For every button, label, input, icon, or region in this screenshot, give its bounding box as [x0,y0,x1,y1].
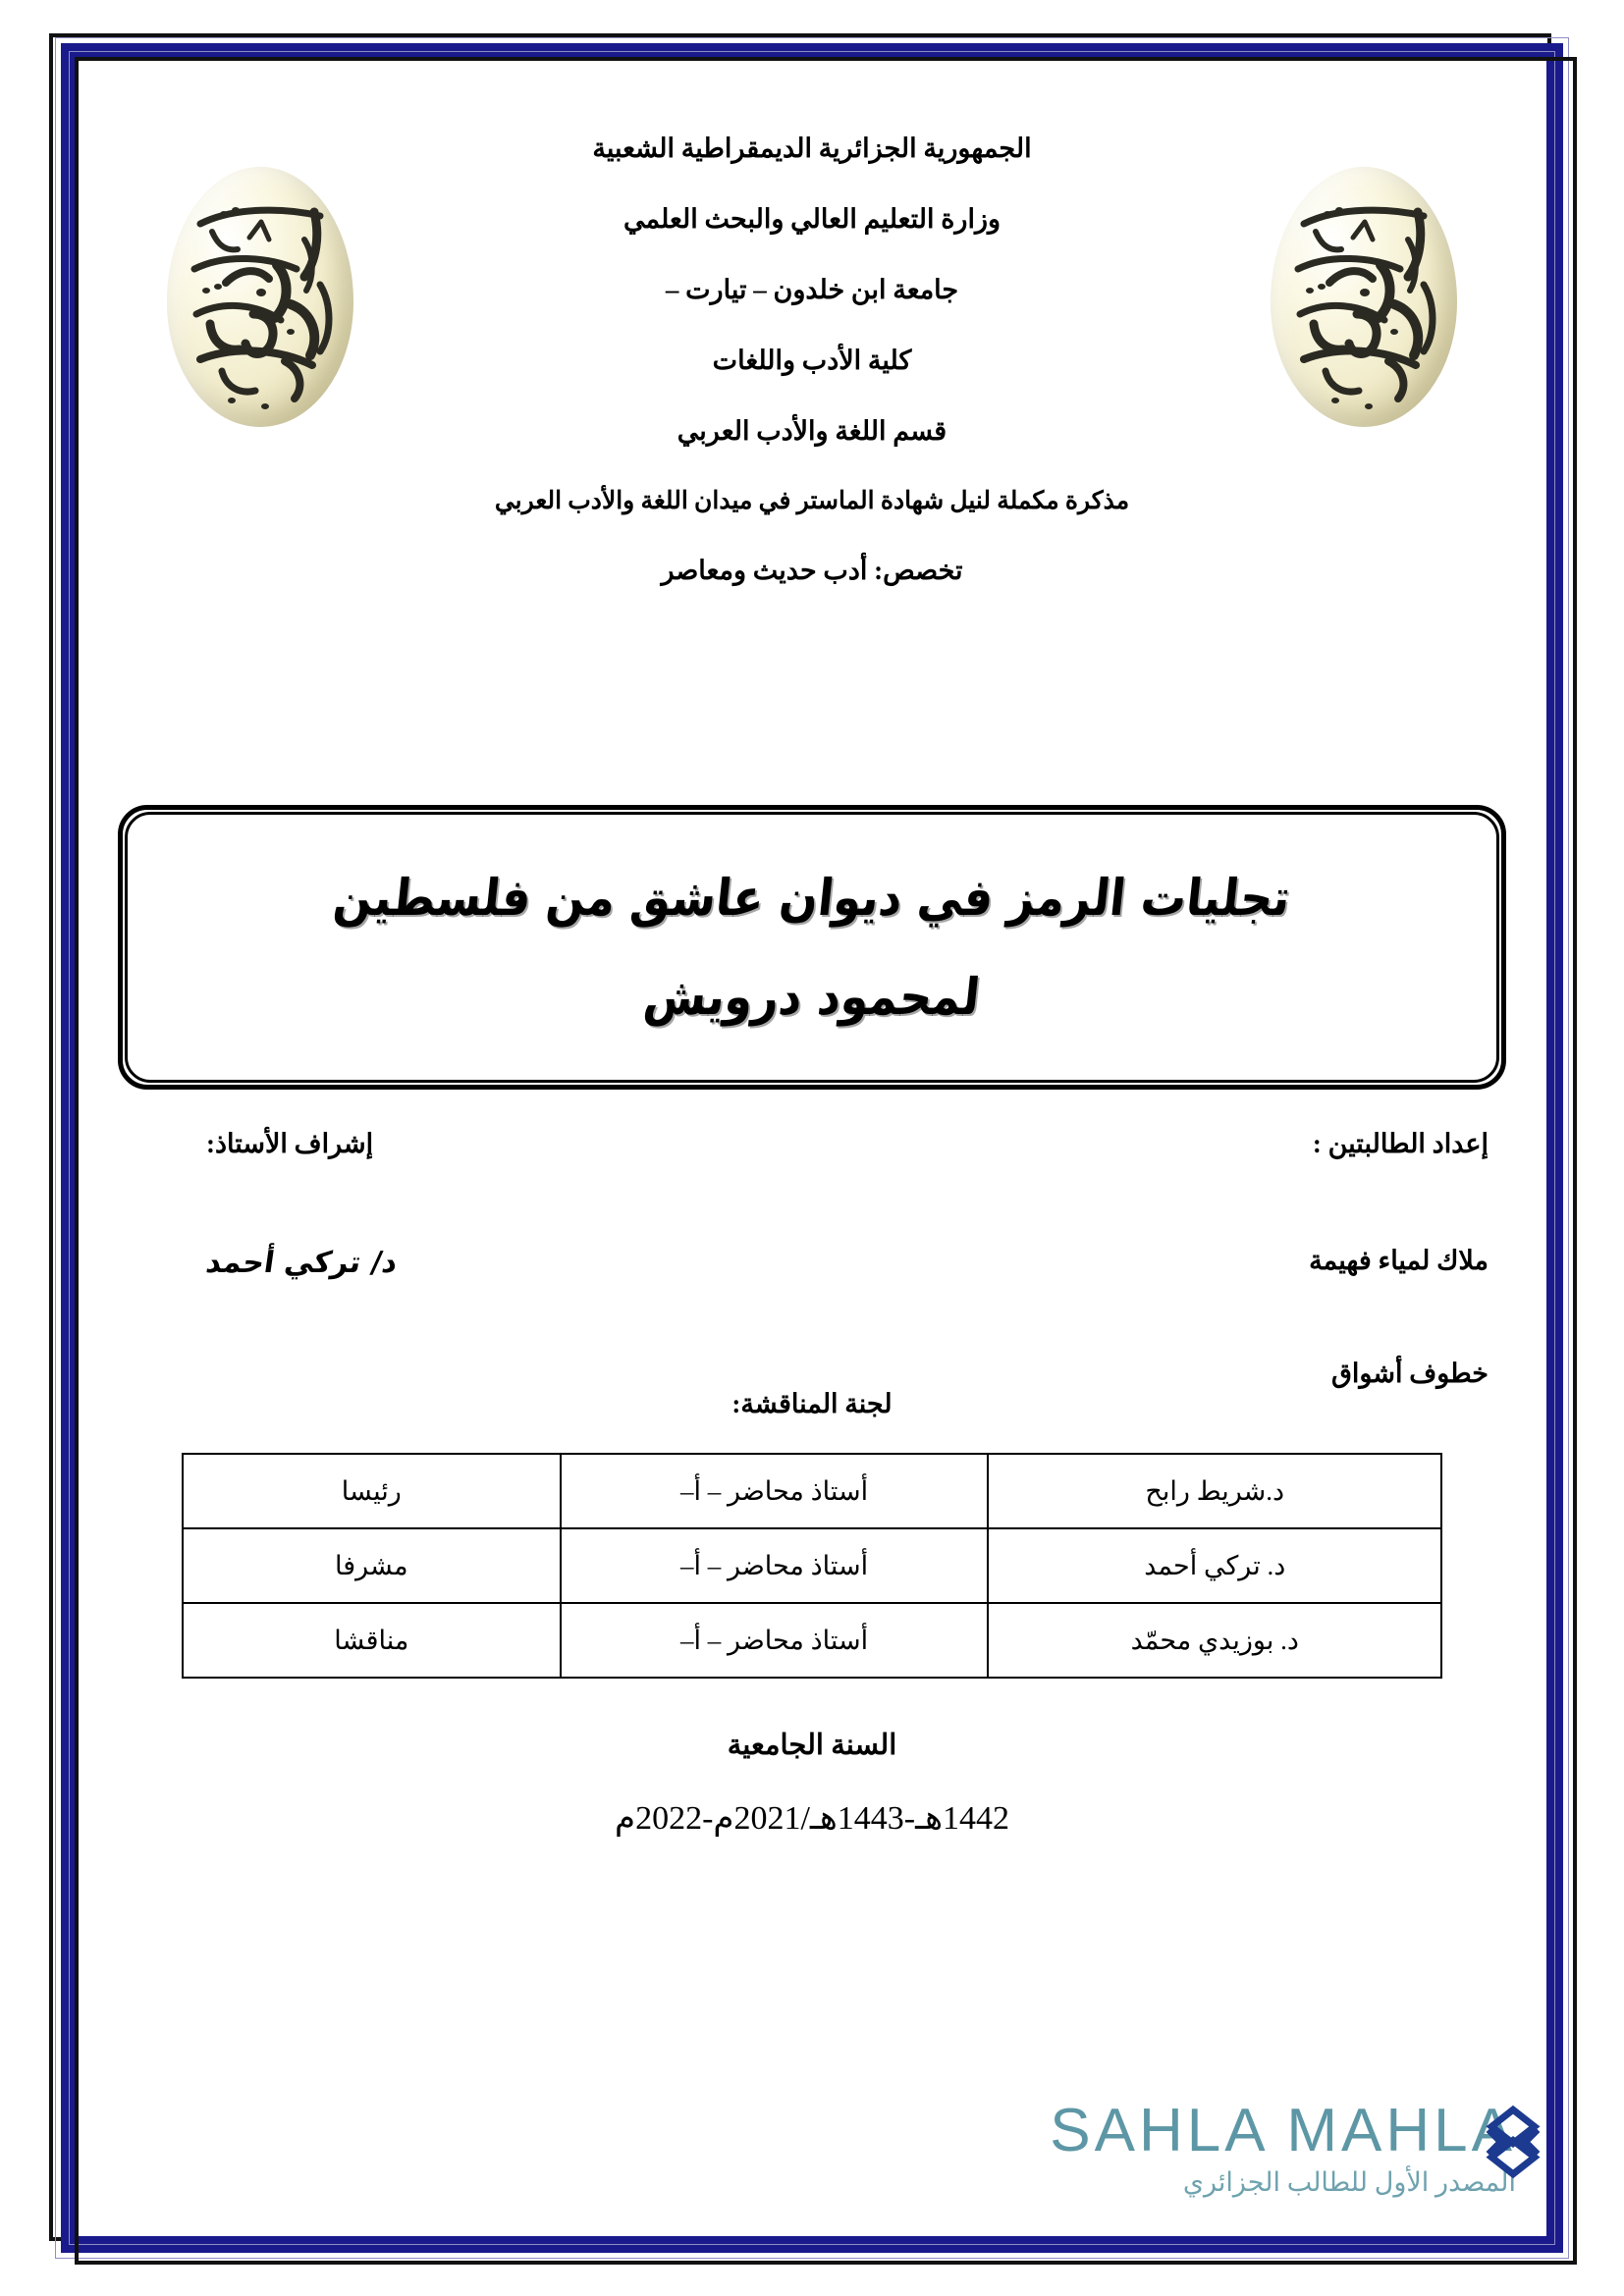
institution-header [368,135,1256,628]
table-row [183,1528,1441,1603]
people-section [118,1129,1506,1388]
supervisor-column [118,1129,831,1362]
jury-name-2: د. تركي أحمد [988,1528,1441,1603]
thesis-title-line-1: تجليات الرمز في ديوان عاشق من فلسطين [331,867,1294,927]
academic-year-value: 1442هـ-1443هـ/2021م-2022م [615,1800,1009,1837]
watermark-tagline-text: المصدر الأول للطالب الجزائري [1182,2167,1516,2197]
watermark-logo-icon [1475,2104,1551,2180]
supervisor-label: إشراف الأستاذ: [206,1129,374,1158]
jury-rank-1: أستاذ محاضر – أ– [561,1454,989,1528]
watermark-brand-text: SAHLA MAHLA [1050,2097,1516,2164]
calligraphy-icon [1271,167,1457,427]
title-box-inner-frame [125,812,1499,1083]
header-line-ministry: وزارة التعليم العالي والبحث العلمي [623,204,1001,234]
calligraphy-icon [167,167,353,427]
university-logo-right [1271,167,1457,427]
header-line-specialty: تخصص: أدب حديث ومعاصر [661,556,963,585]
header-line-republic: الجمهورية الجزائرية الديمقراطية الشعبية [592,133,1032,163]
logo-oval-shape [167,167,353,427]
jury-role-2: مشرفا [183,1528,561,1603]
university-logo-left [167,167,353,427]
header-line-university: جامعة ابن خلدون – تيارت – [665,275,959,304]
jury-rank-2: أستاذ محاضر – أ– [561,1528,989,1603]
table-row [183,1603,1441,1678]
table-row [183,1454,1441,1528]
jury-name-3: د. بوزيدي محمّد [988,1603,1441,1678]
logo-oval-shape [1271,167,1457,427]
jury-name-1: د.شريط رابح [988,1454,1441,1528]
header-line-faculty: كلية الأدب واللغات [712,346,912,375]
thesis-title-box [118,805,1506,1090]
supervisor-name: د/ تركي أحمد [203,1246,400,1280]
jury-table [182,1453,1442,1679]
student-name-1: ملاك لمياء فهيمة [1309,1246,1489,1275]
watermark [1050,2097,1516,2197]
academic-year-label: السنة الجامعية [727,1730,897,1761]
jury-role-1: رئيسا [183,1454,561,1528]
header-line-department: قسم اللغة والأدب العربي [677,416,947,446]
thesis-title-line-2: لمحمود درويش [641,966,984,1027]
header-line-degree-note: مذكرة مكملة لنيل شهادة الماستر في ميدان اللغة والأدب العربي [494,488,1130,514]
students-label: إعداد الطالبتين : [1312,1129,1489,1158]
jury-rank-3: أستاذ محاضر – أ– [561,1603,989,1678]
page-content [108,118,1516,2208]
jury-role-3: مناقشا [183,1603,561,1678]
student-name-2: خطوف أشواق [1330,1359,1489,1388]
students-column [864,1129,1506,1471]
jury-label: لجنة المناقشة: [731,1389,893,1418]
